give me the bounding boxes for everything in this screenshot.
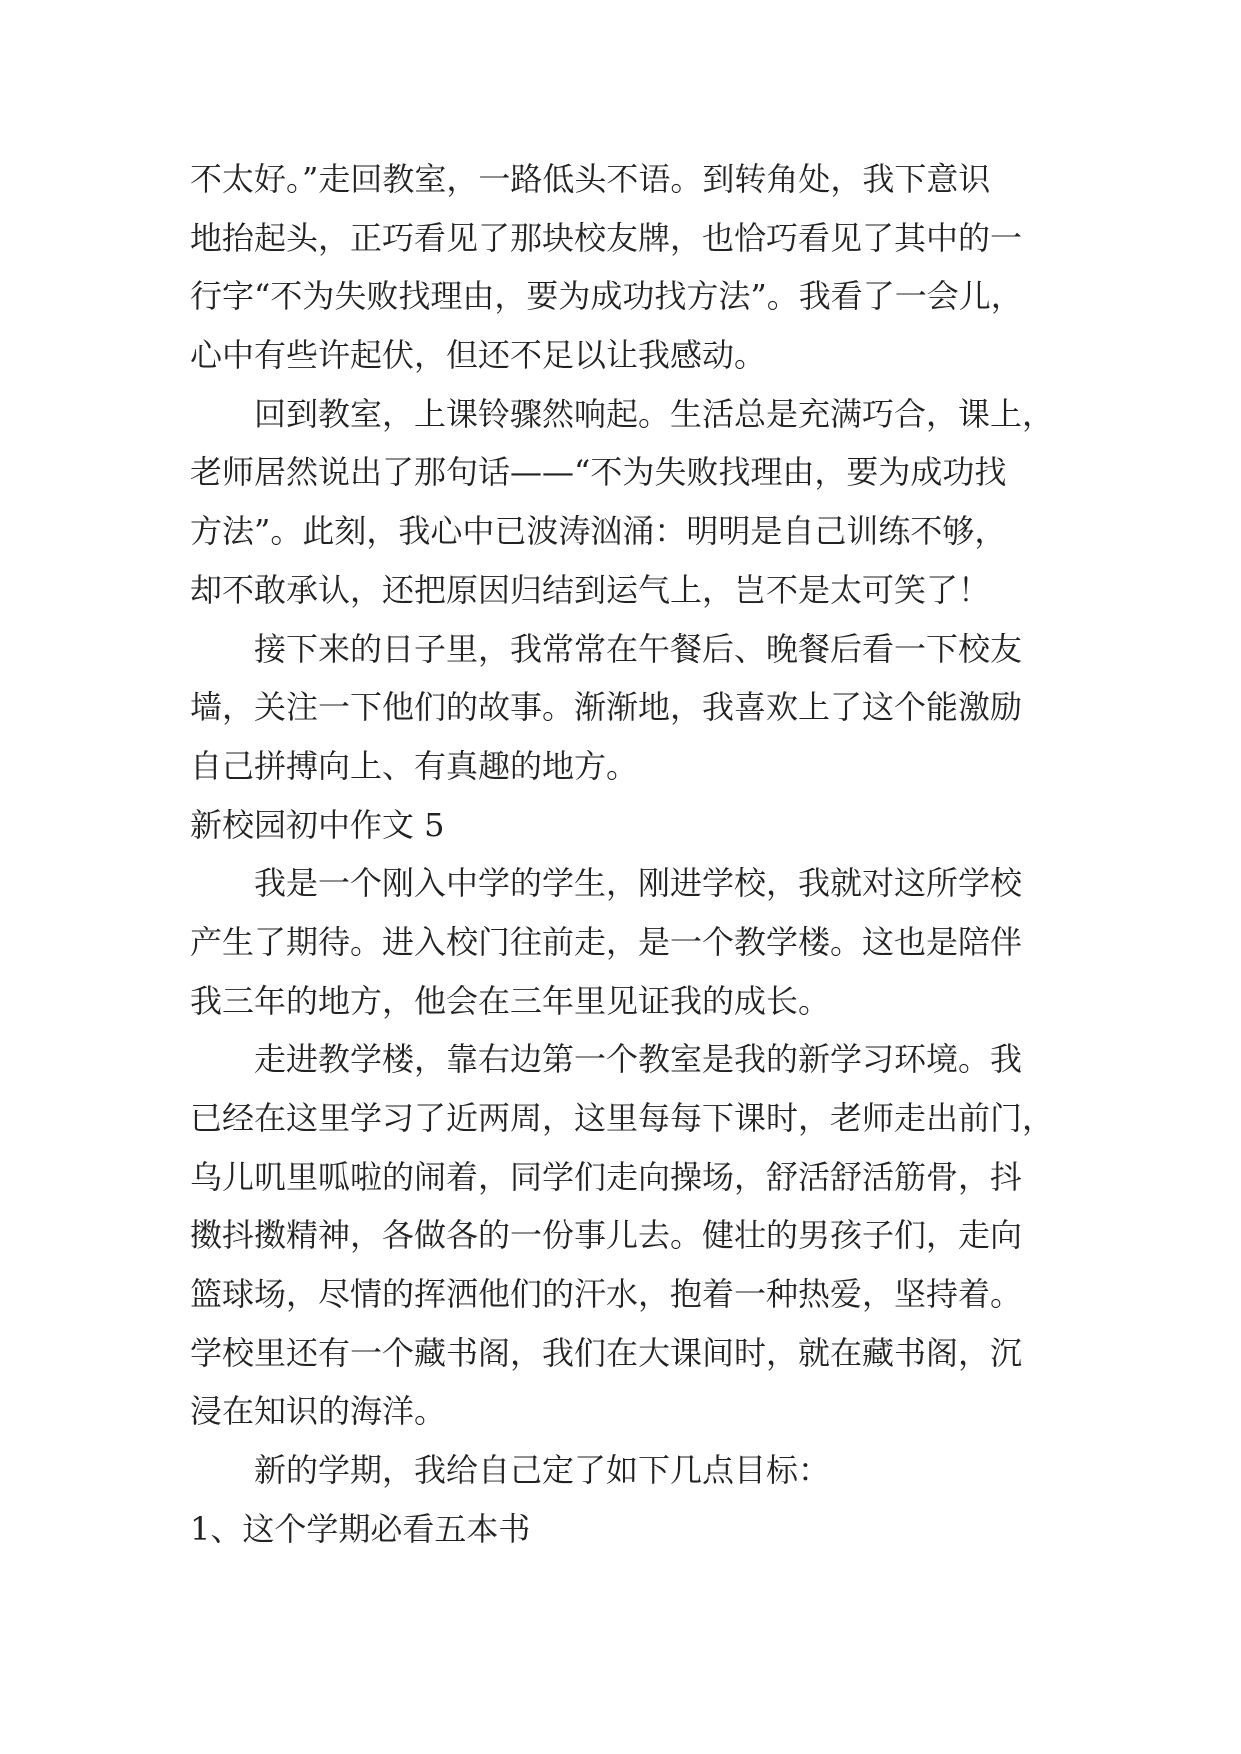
text-line: 地抬起头，正巧看见了那块校友牌，也恰巧看见了其中的一 [190, 218, 1023, 257]
section-heading: 新校园初中作文 5 [190, 805, 445, 844]
text-line: 擞抖擞精神，各做各的一份事儿去。健壮的男孩子们，走向 [190, 1216, 1023, 1255]
text-line: 心中有些许起伏，但还不足以让我感动。 [190, 336, 767, 375]
paragraph-start-line: 回到教室，上课铃骤然响起。生活总是充满巧合，课上， [254, 394, 1055, 433]
text-line: 老师居然说出了那句话——“不为失败找理由，要为成功找 [190, 453, 1007, 492]
text-line: 墙，关注一下他们的故事。渐渐地，我喜欢上了这个能激励 [190, 688, 1023, 727]
paragraph-start-line: 走进教学楼，靠右边第一个教室是我的新学习环境。我 [254, 1040, 1023, 1079]
paragraph-start-line: 新的学期，我给自己定了如下几点目标： [254, 1451, 831, 1490]
document-body [190, 150, 1060, 1559]
text-line: 我三年的地方，他会在三年里见证我的成长。 [190, 981, 831, 1020]
text-line: 行字“不为失败找理由，要为成功找方法”。我看了一会儿， [190, 277, 1023, 316]
text-line: 不太好。”走回教室，一路低头不语。到转角处，我下意识 [190, 160, 991, 198]
paragraph-start-line: 接下来的日子里，我常常在午餐后、晚餐后看一下校友 [254, 629, 1023, 668]
text-line: 浸在知识的海洋。 [190, 1392, 447, 1431]
text-line: 篮球场，尽情的挥洒他们的汗水，抱着一种热爱，坚持着。 [190, 1275, 1023, 1314]
text-line: 却不敢承认，还把原因归结到运气上，岂不是太可笑了！ [190, 570, 991, 609]
paragraph-start-line: 我是一个刚入中学的学生，刚进学校，我就对这所学校 [254, 864, 1023, 903]
list-item: 1、这个学期必看五本书 [190, 1509, 531, 1548]
text-line: 自己拼搏向上、有真趣的地方。 [190, 746, 639, 785]
text-line: 乌儿叽里呱啦的闹着，同学们走向操场，舒活舒活筋骨，抖 [190, 1157, 1023, 1196]
text-line: 方法”。此刻，我心中已波涛汹涌：明明是自己训练不够， [190, 512, 1007, 551]
text-line: 学校里还有一个藏书阁，我们在大课间时，就在藏书阁，沉 [190, 1333, 1023, 1372]
text-line: 已经在这里学习了近两周，这里每每下课时，老师走出前门， [190, 1099, 1055, 1137]
text-line: 产生了期待。进入校门往前走，是一个教学楼。这也是陪伴 [190, 922, 1023, 961]
